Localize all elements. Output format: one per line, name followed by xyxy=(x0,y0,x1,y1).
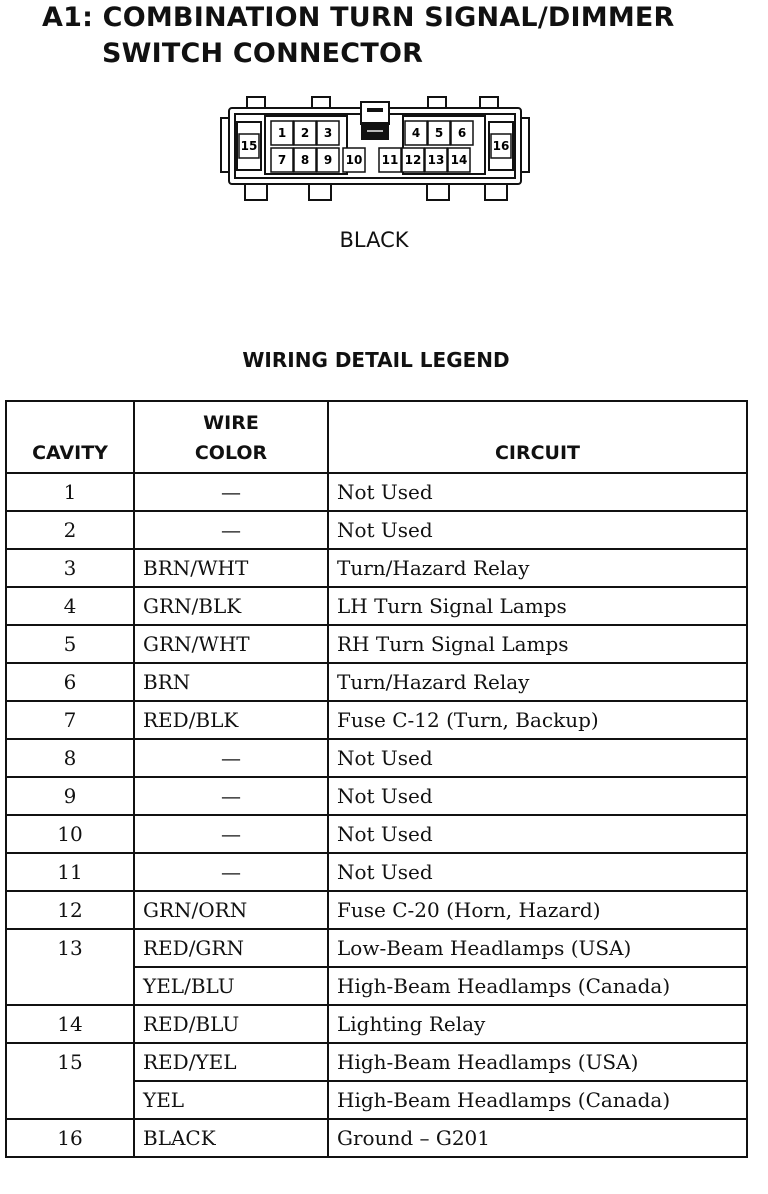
pin-label: 1 xyxy=(277,126,287,140)
circuit-cell: Fuse C-20 (Horn, Hazard) xyxy=(328,891,747,929)
connector-latch xyxy=(361,102,389,124)
pin-label: 6 xyxy=(457,126,467,140)
table-row xyxy=(6,587,747,625)
pin-label: 3 xyxy=(323,126,333,140)
wire-color-cell: BRN/WHT xyxy=(134,549,328,587)
cavity-cell: 1 xyxy=(6,473,134,511)
cavity-cell: 15 xyxy=(6,1043,134,1119)
page-title xyxy=(42,0,675,72)
table-header-row xyxy=(6,401,747,473)
cavity-cell: 6 xyxy=(6,663,134,701)
cavity-cell: 5 xyxy=(6,625,134,663)
table-row xyxy=(6,1005,747,1043)
pin-label: 12 xyxy=(404,153,422,167)
table-row xyxy=(6,777,747,815)
title-line-1: A1: COMBINATION TURN SIGNAL/DIMMER xyxy=(42,2,675,33)
pin-label: 9 xyxy=(323,153,333,167)
cavity-cell: 3 xyxy=(6,549,134,587)
table-row xyxy=(6,853,747,891)
wire-color-cell: — xyxy=(134,473,328,511)
title-line-2: SWITCH CONNECTOR xyxy=(102,38,424,69)
cavity-cell: 12 xyxy=(6,891,134,929)
table-row xyxy=(6,625,747,663)
latch-slot xyxy=(367,108,383,112)
circuit-cell: RH Turn Signal Lamps xyxy=(328,625,747,663)
wire-color-cell: — xyxy=(134,739,328,777)
table-row xyxy=(6,511,747,549)
wire-color-cell: BLACK xyxy=(134,1119,328,1157)
circuit-cell: High-Beam Headlamps (USA) xyxy=(328,1043,747,1081)
wire-color-cell: RED/BLK xyxy=(134,701,328,739)
wire-color-cell: RED/YEL xyxy=(134,1043,328,1081)
cavity-cell: 13 xyxy=(6,929,134,1005)
wire-color-cell: — xyxy=(134,853,328,891)
wire-color-cell: BRN xyxy=(134,663,328,701)
pin-label: 14 xyxy=(450,153,468,167)
legend-body xyxy=(6,473,747,1157)
table-row xyxy=(6,891,747,929)
connector-diagram xyxy=(215,94,535,206)
circuit-cell: Not Used xyxy=(328,853,747,891)
pin-label: 5 xyxy=(434,126,444,140)
pin-label: 7 xyxy=(277,153,287,167)
wire-color-cell: GRN/BLK xyxy=(134,587,328,625)
cavity-cell: 7 xyxy=(6,701,134,739)
table-row xyxy=(6,663,747,701)
table-row xyxy=(6,815,747,853)
wire-color-cell: YEL/BLU xyxy=(134,967,328,1005)
table-row xyxy=(6,473,747,511)
pin-label: 15 xyxy=(240,139,258,153)
pin-label: 16 xyxy=(492,139,510,153)
circuit-cell: Not Used xyxy=(328,473,747,511)
table-row xyxy=(6,1119,747,1157)
cavity-cell: 2 xyxy=(6,511,134,549)
wiring-legend-table xyxy=(5,400,748,1158)
circuit-cell: Not Used xyxy=(328,815,747,853)
pin-label: 11 xyxy=(381,153,399,167)
table-row xyxy=(6,701,747,739)
circuit-cell: Not Used xyxy=(328,511,747,549)
table-row xyxy=(6,929,747,967)
circuit-cell: High-Beam Headlamps (Canada) xyxy=(328,1081,747,1119)
wire-color-cell: YEL xyxy=(134,1081,328,1119)
legend-title: WIRING DETAIL LEGEND xyxy=(242,348,510,372)
wire-color-cell: — xyxy=(134,815,328,853)
pin-label: 8 xyxy=(300,153,310,167)
cavity-cell: 11 xyxy=(6,853,134,891)
circuit-cell: Fuse C-12 (Turn, Backup) xyxy=(328,701,747,739)
header-wire-color-line-2: COLOR xyxy=(194,442,268,464)
connector-color-label: BLACK xyxy=(339,228,409,252)
circuit-cell: High-Beam Headlamps (Canada) xyxy=(328,967,747,1005)
cavity-cell: 10 xyxy=(6,815,134,853)
header-wire-color xyxy=(134,401,328,473)
wire-color-cell: — xyxy=(134,511,328,549)
table-row xyxy=(6,1043,747,1081)
wire-color-cell: GRN/ORN xyxy=(134,891,328,929)
cavity-cell: 16 xyxy=(6,1119,134,1157)
table-row xyxy=(6,549,747,587)
wire-color-cell: RED/GRN xyxy=(134,929,328,967)
table-row xyxy=(6,739,747,777)
wire-color-cell: RED/BLU xyxy=(134,1005,328,1043)
header-circuit: CIRCUIT xyxy=(328,401,747,473)
header-cavity: CAVITY xyxy=(6,401,134,473)
pin-label: 13 xyxy=(427,153,445,167)
circuit-cell: Turn/Hazard Relay xyxy=(328,549,747,587)
circuit-cell: Low-Beam Headlamps (USA) xyxy=(328,929,747,967)
cavity-cell: 9 xyxy=(6,777,134,815)
cavity-cell: 8 xyxy=(6,739,134,777)
circuit-cell: Ground – G201 xyxy=(328,1119,747,1157)
wire-color-cell: — xyxy=(134,777,328,815)
circuit-cell: LH Turn Signal Lamps xyxy=(328,587,747,625)
circuit-cell: Not Used xyxy=(328,739,747,777)
wire-color-cell: GRN/WHT xyxy=(134,625,328,663)
circuit-cell: Lighting Relay xyxy=(328,1005,747,1043)
header-wire-color-line-1: WIRE xyxy=(203,412,259,434)
pin-label: 2 xyxy=(300,126,310,140)
circuit-cell: Turn/Hazard Relay xyxy=(328,663,747,701)
pin-label: 4 xyxy=(411,126,421,140)
cavity-cell: 14 xyxy=(6,1005,134,1043)
pin-label: 10 xyxy=(345,153,363,167)
circuit-cell: Not Used xyxy=(328,777,747,815)
cavity-cell: 4 xyxy=(6,587,134,625)
